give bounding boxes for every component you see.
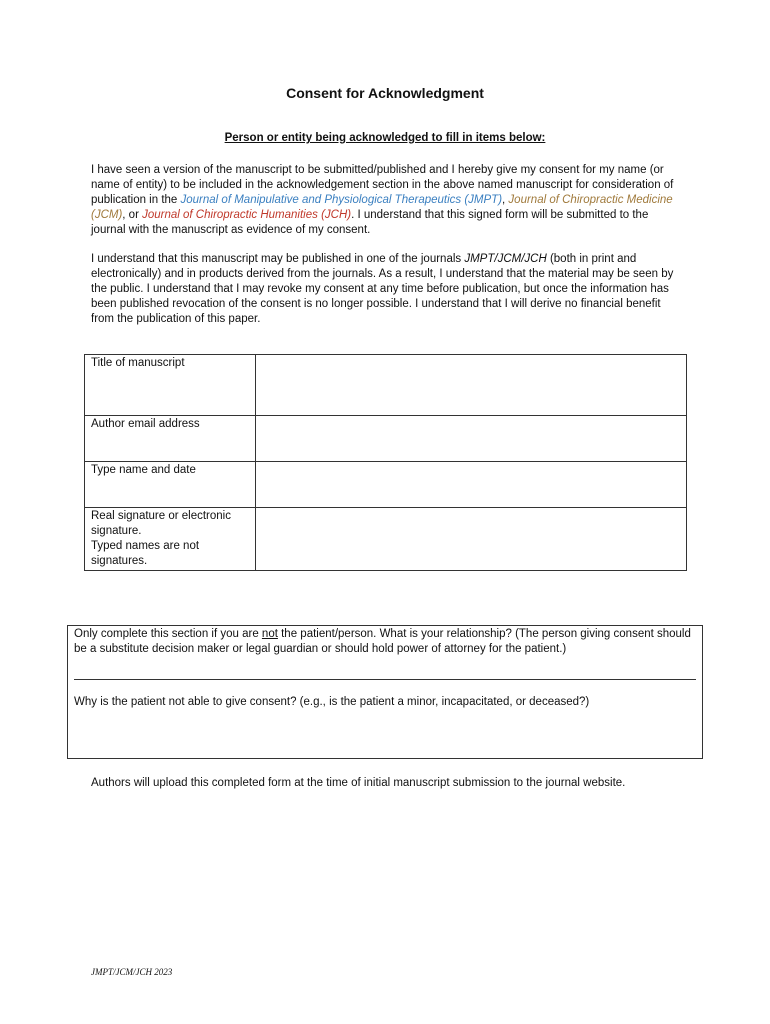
title-field[interactable]	[256, 355, 687, 416]
page-footer: JMPT/JCM/JCH 2023	[91, 967, 173, 977]
table-row	[85, 462, 687, 508]
name-date-field[interactable]	[256, 462, 687, 508]
jch-journal-name: Journal of Chiropractic Humanities (JCH)	[142, 208, 352, 221]
table-row	[85, 355, 687, 416]
table-row	[85, 508, 687, 571]
table-row	[85, 416, 687, 462]
page-title: Consent for Acknowledgment	[286, 85, 484, 101]
acknowledgment-info-table	[84, 354, 687, 571]
relationship-answer-line[interactable]	[74, 670, 696, 680]
reason-question: Why is the patient not able to give consent? (e.g., is the patient a minor, incapacitated, or deceased?)	[74, 695, 590, 708]
email-label: Author email address	[85, 416, 256, 462]
title-label: Title of manuscript	[85, 355, 256, 416]
journals-abbrev: JMPT/JCM/JCH	[464, 253, 547, 265]
jcm-journal-name: Journal of Chiropractic Medicine (JCM)	[91, 193, 673, 221]
jmpt-journal-name: Journal of Manipulative and Physiological Therapeutics (JMPT)	[180, 193, 503, 206]
signature-field[interactable]	[256, 508, 687, 571]
signature-label: Real signature or electronic signature. Typed names are not signatures.	[85, 508, 256, 571]
relationship-question: Only complete this section if you are not the patient/person. What is your relationship? (The person giving consent should be a substitute decision maker or legal guardian or should hold power of attorney for the patient.)	[74, 628, 691, 655]
upload-note: Authors will upload this completed form at the time of initial manuscript submission to the journal website.	[91, 777, 626, 789]
email-field[interactable]	[256, 416, 687, 462]
consent-paragraph-1: I have seen a version of the manuscript to be submitted/published and I hereby give my consent for my name (or name of entity) to be included in the acknowledgement section in the above named manuscript for consideration of publication in the Journal of Manipulative and Physiological Therapeutics (JMPT), Journal of Chiropractic Medicine (JCM), or Journal of Chiropractic Humanities (JCH). I understand that this signed form will be submitted to the journal with the manuscript as evidence of my consent.	[91, 164, 674, 236]
page-subtitle: Person or entity being acknowledged to fill in items below:	[224, 132, 546, 144]
consent-paragraph-2: I understand that this manuscript may be published in one of the journals JMPT/JCM/JCH (both in print and electronically) and in products derived from the journals. As a result, I understand that the material may be seen by the public. I understand that I may revoke my consent at any time before publication, but once the information has been published revocation of the consent is no longer possible. I understand that I will derive no financial benefit from the publication of this paper.	[91, 253, 674, 325]
name-date-label: Type name and date	[85, 462, 256, 508]
relationship-section	[67, 625, 703, 759]
